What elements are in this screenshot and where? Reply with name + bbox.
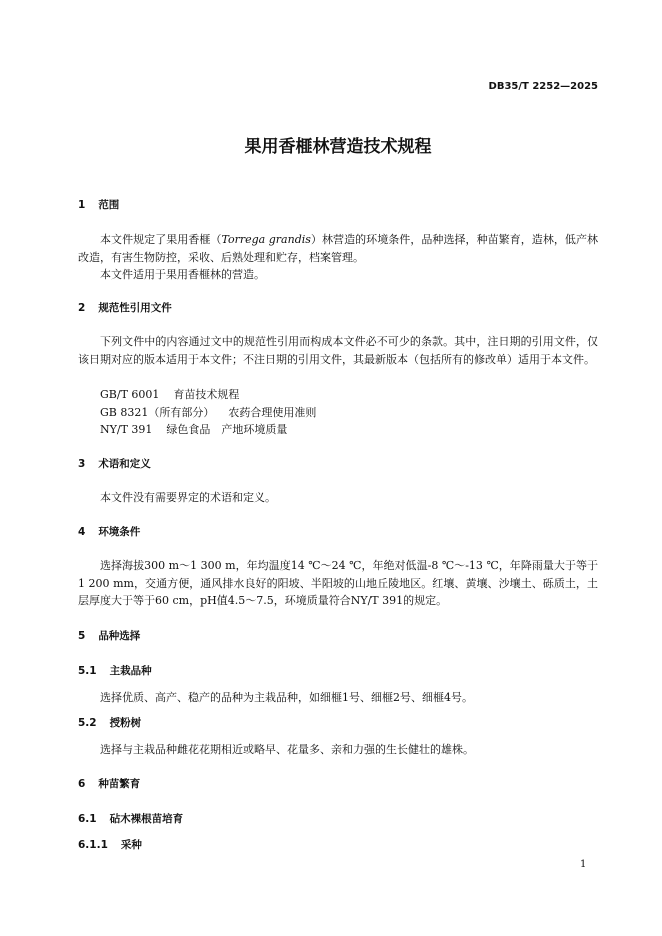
section-title: 种苗繁育 [98, 778, 141, 790]
subsection-heading-rootstock [78, 811, 598, 829]
main-variety-body [78, 689, 598, 707]
section-number: 4 [78, 526, 86, 538]
references-body [78, 333, 598, 368]
subsection-number: 5.1 [78, 665, 97, 677]
scope-text-after: ）林营造的环境条件，品种选择，种苗繁育，造林，低产林改造，有害生物防控，采收、后熟处理和贮存，档案管理。 [78, 233, 599, 264]
subsection-title: 砧木裸根苗培育 [109, 813, 184, 825]
section-heading-terms [78, 456, 598, 474]
reference-title: 绿色食品 产地环境质量 [166, 423, 288, 437]
environment-body [78, 557, 598, 610]
subsection-title: 主栽品种 [109, 665, 152, 677]
subsection-number: 6.1.1 [78, 839, 108, 851]
section-title: 规范性引用文件 [98, 302, 172, 314]
subsection-number: 5.2 [78, 717, 97, 729]
environment-paragraph: 选择海拔300 m～1 300 m，年均温度14 ℃～24 ℃，年绝对低温-8 ℃～-13 ℃，年降雨量大于等于1 200 mm，交通方便，通风排水良好的阳坡、半阳坡的山地丘陵地区。红壤、黄壤、沙壤土、砾质土，土层厚度大于等于60 cm，pH值4.5～7.5，环境质量符合NY/T 391的规定。 [78, 559, 598, 608]
section-heading-references [78, 300, 598, 318]
reference-item [78, 386, 598, 404]
section-title: 术语和定义 [98, 458, 151, 470]
scope-body [78, 231, 598, 284]
section-heading-environment [78, 524, 598, 542]
section-number: 1 [78, 199, 86, 211]
subsection-heading-pollinator [78, 715, 598, 733]
pollinator-paragraph: 选择与主栽品种雌花花期相近或略早、花量多、亲和力强的生长健壮的雄株。 [100, 743, 474, 756]
latin-species-name: Torrega grandis [221, 233, 311, 246]
section-heading-varieties [78, 628, 598, 646]
reference-list [78, 386, 598, 439]
section-title: 范围 [98, 199, 120, 211]
subsection-title: 采种 [120, 839, 142, 851]
section-number: 5 [78, 630, 86, 642]
terms-paragraph: 本文件没有需要界定的术语和定义。 [100, 491, 276, 504]
page-number: 1 [580, 859, 587, 870]
section-heading-nursery [78, 776, 598, 794]
document-code: DB35/T 2252—2025 [488, 81, 598, 92]
pollinator-body [78, 741, 598, 759]
reference-code: NY/T 391 [100, 423, 153, 437]
reference-item [78, 421, 598, 439]
main-variety-paragraph: 选择优质、高产、稳产的品种为主栽品种，如细榧1号、细榧2号、细榧4号。 [100, 691, 473, 704]
subsection-title: 授粉树 [109, 717, 142, 729]
section-number: 2 [78, 302, 86, 314]
section-heading-scope [78, 197, 598, 215]
reference-code: GB/T 6001 [100, 388, 160, 401]
reference-code: GB 8321（所有部分） [100, 405, 215, 419]
section-title: 环境条件 [98, 526, 141, 538]
section-title: 品种选择 [98, 630, 141, 642]
section-number: 6 [78, 778, 86, 790]
reference-title: 育苗技术规程 [173, 388, 240, 401]
scope-text-before: 本文件规定了果用香榧（ [100, 233, 222, 246]
section-number: 3 [78, 458, 86, 470]
scope-paragraph-2: 本文件适用于果用香榧林的营造。 [100, 268, 265, 282]
subsection-heading-seed-collection [78, 837, 598, 855]
subsection-heading-main-variety [78, 663, 598, 681]
references-paragraph: 下列文件中的内容通过文中的规范性引用而构成本文件必不可少的条款。其中，注日期的引用文件，仅该日期对应的版本适用于本文件；不注日期的引用文件，其最新版本（包括所有的修改单）适用于本文件。 [78, 335, 598, 366]
scope-paragraph-1 [78, 231, 598, 266]
terms-body [78, 489, 598, 507]
reference-item [78, 404, 598, 422]
subsection-number: 6.1 [78, 813, 97, 825]
document-title: 果用香榧林营造技术规程 [244, 137, 432, 157]
reference-title: 农药合理使用准则 [228, 405, 317, 419]
